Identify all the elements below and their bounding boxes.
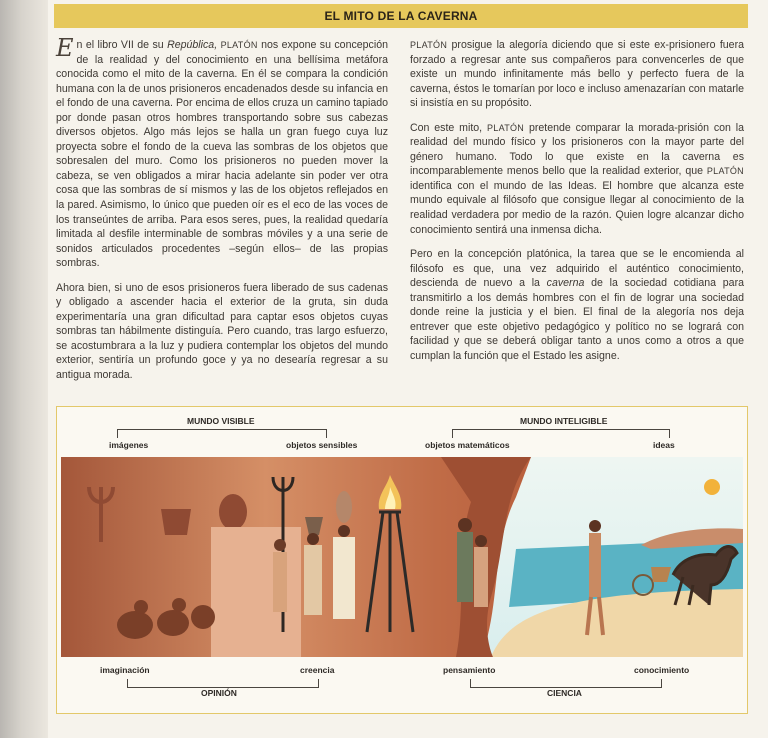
label-objetos-matematicos: objetos matemáticos <box>425 440 510 450</box>
text-run: de la sociedad cotidiana para transmitirlo a los demás hombres con el fin de lograr una sociedad donde reine la justicia y el bien. El final de la alegoría nos deja entrever que este objetivo pedagógico y político no se logrará con facilidad y que se deberá obligar tanto a unos como a otros a que cumplan la función que el Estado les asigne. <box>410 277 744 362</box>
author-name: PLATÓN <box>410 40 448 50</box>
author-name: PLATÓN <box>486 122 525 133</box>
label-ciencia: CIENCIA <box>547 688 582 698</box>
label-creencia: creencia <box>300 665 335 675</box>
label-mundo-inteligible: MUNDO INTELIGIBLE <box>520 416 608 426</box>
text-run: Pero en la concepción platónica, la tarea que se le encomienda al filósofo es que, una vez adquirido el auténtico conocimiento, descienda de nuevo a la <box>410 248 744 290</box>
text-run: prosigue la alegoría diciendo que si este ex-prisionero fuera forzado a regresar ante sus compañeros para convencerles de que existe un mundo infinitamente más bello y perfecto fuera de la caverna, éstos le tomarían por loco e incluso amenazarían con matarle si insistía en su propósito. <box>410 39 744 110</box>
text-run: identifica con el mundo de las Ideas. El hombre que alcanza este mundo equivale al filósofo que consigue llegar al conocimiento de la realidad verdadera por medio de la razón. Quien logre alcanzar dicho conocimiento sentirá una inmensa dicha. <box>410 179 744 236</box>
author-name: PLATÓN <box>220 40 258 50</box>
label-ideas: ideas <box>653 440 675 450</box>
text-run: n el libro VII de su <box>76 39 168 51</box>
cave-allegory-figure <box>56 406 748 714</box>
left-paragraph-2: Ahora bien, si uno de esos prisioneros fuera liberado de sus cadenas y obligado a ascender hacia el exterior de la gruta, sin duda experimentaría una gran dificultad para captar esos objetos cuyas sombras tan hábilmente distinguía. Pero cuando, tras largo esfuerzo, se acostumbrara a la luz y pudiera contemplar los objetos del mundo exterior, sentiría un profundo goce y ya no desearía regresar a su antigua morada. <box>56 281 388 382</box>
author-name: PLATÓN <box>706 166 744 177</box>
section-title-text: EL MITO DE LA CAVERNA <box>324 9 478 23</box>
label-pensamiento: pensamiento <box>443 665 496 675</box>
shadow-bowl <box>161 509 191 535</box>
text-run: Con este mito, <box>410 121 487 134</box>
bracket-mundo-inteligible <box>452 429 670 438</box>
right-paragraph-1 <box>410 38 744 111</box>
book-gutter-shadow <box>0 0 48 738</box>
cave-illustration <box>61 457 743 657</box>
label-objetos-sensibles: objetos sensibles <box>286 440 358 450</box>
bracket-ciencia <box>470 679 662 688</box>
dropcap: E <box>56 34 74 62</box>
label-imaginacion: imaginación <box>100 665 150 675</box>
text-run-italic: caverna <box>546 277 585 290</box>
shadow-amphora <box>219 494 247 530</box>
section-title <box>54 4 748 28</box>
right-paragraph-2 <box>410 121 744 237</box>
right-paragraph-3 <box>410 247 744 363</box>
label-conocimiento: conocimiento <box>634 665 690 675</box>
label-mundo-visible: MUNDO VISIBLE <box>187 416 255 426</box>
sun-icon <box>704 479 720 495</box>
text-run: nos expone su concepción de la realidad y del conocimiento en una bellísima metáfora conocida como el mito de la caverna. En él se compara la condición humana con la de unos prisioneros encadenados desde su infancia en el fondo de una caverna. Por encima de ellos cruza un camino tapiado por donde pasan otros hombres transportando sobre sus cabezas diversos objetos. Algo más lejos se halla un gran fuego cuya luz proyecta sobre el fondo de la cueva las sombras de los objetos que sobresalen del muro. Como los prisioneros no pueden mover la cabeza, se ven obligados a mirar hacia adelante sin poder ver otra cosa que las sombras de sí mismos y las de los objetos reflejados en la pared. Asimismo, lo único que pueden oír es el eco de las voces de los transeúntes de arriba. Para esos seres, pues, la realidad quedaría limitada al desfile interminable de sombras móviles y a una serie de sonidos articulados procedentes –según ellos– de las propias sombras. <box>56 39 388 270</box>
right-column <box>410 38 744 373</box>
low-wall <box>211 527 301 657</box>
text-run-italic: República, <box>167 39 218 51</box>
bracket-opinion <box>127 679 319 688</box>
bracket-mundo-visible <box>117 429 327 438</box>
text-run: pretende comparar la morada-prisión con la realidad del mundo físico y los prisioneros con la mayor parte del género humano. Todo lo que existe en la caverna es incomparablemente menos bello que la realidad exterior, que <box>410 121 745 178</box>
left-paragraph-1 <box>56 34 388 271</box>
left-column <box>56 34 388 393</box>
label-imagenes: imágenes <box>109 440 149 450</box>
label-opinion: OPINIÓN <box>201 688 237 698</box>
